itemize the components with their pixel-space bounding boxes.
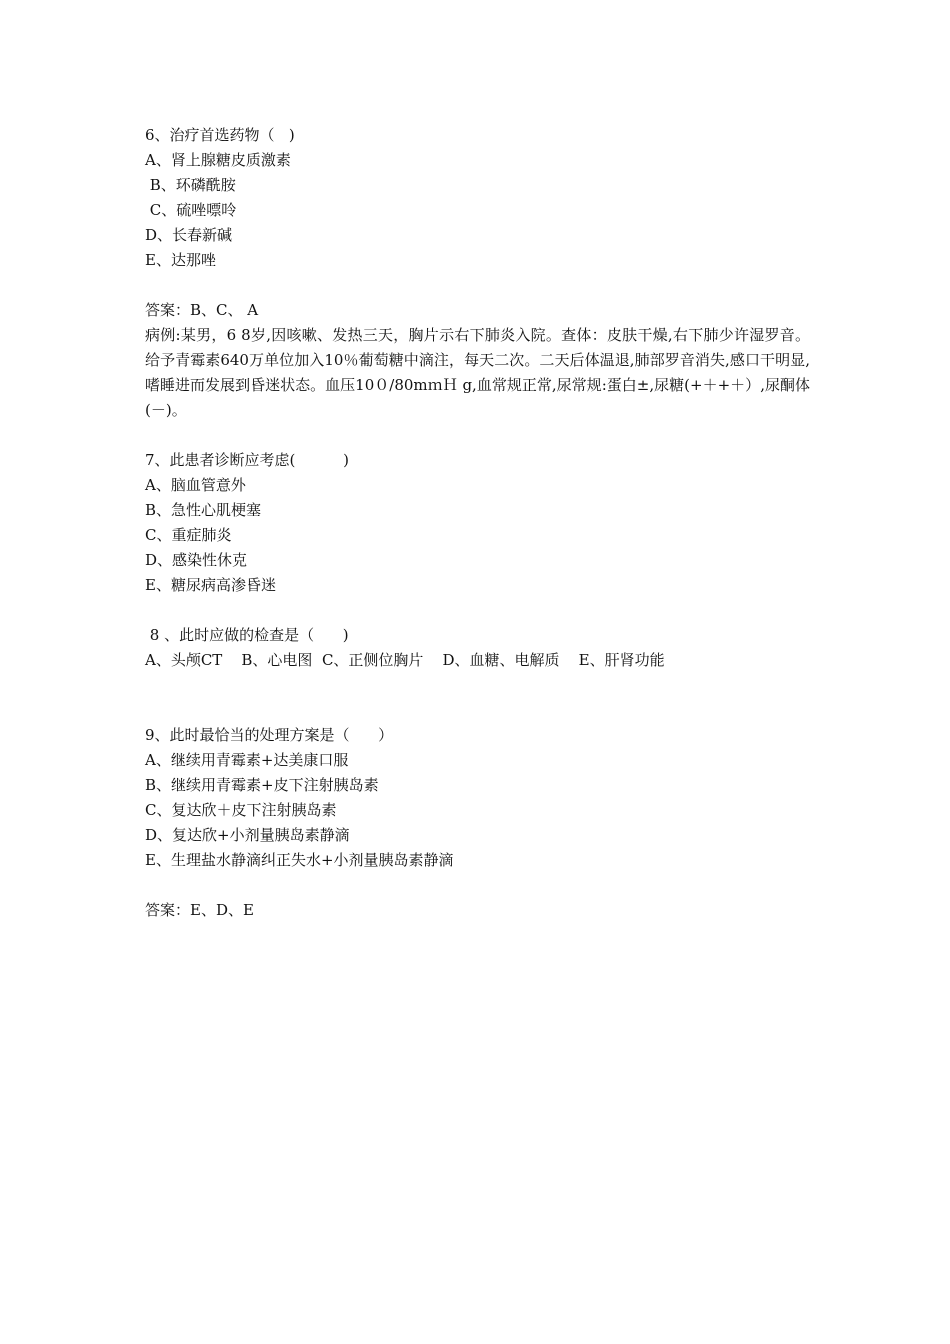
question-8-stem: 8 、此时应做的检查是（ ) — [145, 626, 349, 644]
question-6-option-b: B、环磷酰胺 — [145, 176, 236, 194]
document-body — [145, 123, 810, 923]
question-8-option-b: B、心电图 — [231, 651, 318, 669]
question-8-options — [145, 648, 810, 673]
spacer — [145, 598, 810, 623]
question-9-option-d: D、复达欣+小剂量胰岛素静滴 — [145, 826, 350, 844]
question-8-option-a: A、头颅CT — [145, 651, 232, 669]
question-6-option-c: C、硫唑嘌呤 — [145, 201, 237, 219]
question-8-option-d: D、血糖、电解质 — [432, 651, 570, 669]
question-7-option-b: B、急性心肌梗塞 — [145, 501, 262, 519]
case-description: 病例:某男，6 8岁,因咳嗽、发热三天，胸片示右下肺炎入院。查体：皮肤干燥,右下肺少许湿罗音。给予青霉素640万单位加入10％葡萄糖中滴注，每天二次。二天后体温退,肺部罗音消失,感口干明显,嗜睡进而发展到昏迷状态。血压10０/80mｍＨ g,血常规正常,尿常规:蛋白±,尿糖(+＋+＋）,尿酮体(－)。 — [145, 326, 810, 419]
question-9-option-e: E、生理盐水静滴纠正失水+小剂量胰岛素静滴 — [145, 851, 454, 869]
question-6-option-e: E、达那唑 — [145, 251, 216, 269]
answer-line-1: 答案：B、C、 A — [145, 301, 259, 319]
question-8-option-e: E、肝肾功能 — [569, 651, 665, 669]
question-6-option-a: A、肾上腺糖皮质激素 — [145, 151, 291, 169]
question-9-option-b: B、继续用青霉素+皮下注射胰岛素 — [145, 776, 379, 794]
answer-line-2: 答案：E、D、E — [145, 901, 254, 919]
spacer — [145, 273, 810, 298]
question-7-option-d: D、感染性休克 — [145, 551, 248, 569]
question-7-option-c: C、重症肺炎 — [145, 526, 232, 544]
question-8-option-c: C、正侧位胸片 — [317, 651, 433, 669]
question-9-option-c: C、复达欣＋皮下注射胰岛素 — [145, 801, 337, 819]
question-6-option-d: D、长春新碱 — [145, 226, 233, 244]
question-6-stem: 6、治疗首选药物（ ) — [145, 126, 295, 144]
question-7-option-e: E、糖尿病高渗昏迷 — [145, 576, 276, 594]
question-9-stem: 9、此时最恰当的处理方案是（ ） — [145, 726, 394, 744]
question-7-option-a: A、脑血管意外 — [145, 476, 246, 494]
spacer — [145, 673, 810, 723]
spacer — [145, 423, 810, 448]
spacer — [145, 873, 810, 898]
question-7-stem: 7、此患者诊断应考虑( ) — [145, 451, 349, 469]
question-9-option-a: A、继续用青霉素+达美康口服 — [145, 751, 349, 769]
